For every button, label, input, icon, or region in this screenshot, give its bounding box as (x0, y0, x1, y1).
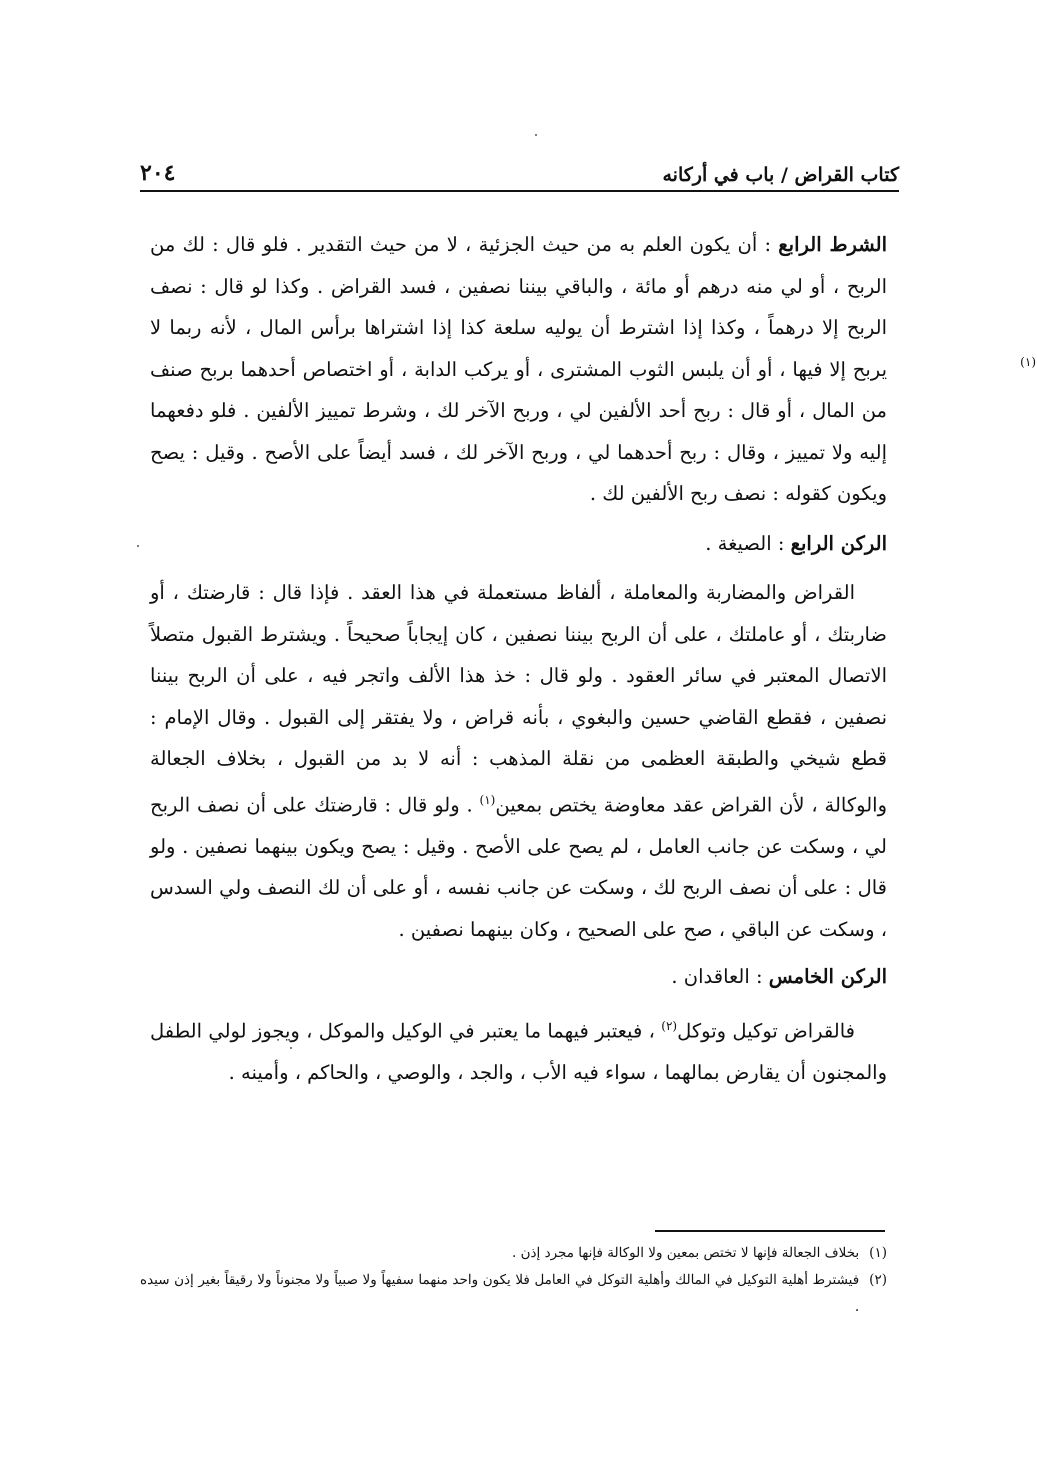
footnote-ref-1[interactable]: (١) (479, 792, 496, 807)
page-number: ٢٠٤ (140, 160, 176, 186)
main-text (150, 224, 887, 1093)
footnote-ref-2[interactable]: (٢) (661, 1018, 678, 1033)
margin-footnote-marker: (١) (1020, 355, 1036, 369)
paragraph-contracting-parties (150, 1006, 887, 1094)
chapter-title: كتاب القراض / باب في أركانه (662, 164, 899, 186)
paragraph-formula (150, 572, 887, 950)
footnote-1 (140, 1240, 887, 1267)
footnotes (140, 1240, 887, 1321)
section-heading-contracting-parties (150, 956, 887, 998)
running-header (140, 150, 899, 192)
footnote-text: فيشترط أهلية التوكيل في المالك وأهلية التوكل في العامل فلا يكون واحد منهما سفيهاً ولا صبياً ولا مجنوناً ولا رقيقاً بغير إذن سيده . (140, 1272, 860, 1315)
paragraph-text: ، فيعتبر فيهما ما يعتبر في الوكيل والموكل ، ويجوز لولي الطفل والمجنون أن يقارض بمالهما ، سواء فيه الأب ، والجد ، والوصي ، والحاكم ، وأمينه . (150, 1019, 887, 1084)
scan-speck (535, 134, 537, 136)
paragraph-lead: الشرط الرابع (778, 233, 887, 256)
scan-speck (290, 1047, 292, 1049)
scan-speck (137, 545, 139, 547)
heading-label: الركن الرابع (790, 531, 887, 555)
paragraph-text: فالقراض توكيل وتوكل (677, 1019, 855, 1042)
footnote-number: (١) (869, 1245, 887, 1261)
footnote-number: (٢) (869, 1272, 887, 1288)
heading-rest: : الصيغة . (705, 531, 791, 555)
footnote-2 (140, 1267, 887, 1321)
paragraph-text: : أن يكون العلم به من حيث الجزئية ، لا من حيث التقدير . فلو قال : لك من الربح ، أو لي منه درهم أو مائة ، والباقي بيننا نصفين ، فسد القراض . وكذا لو قال : نصف الربح إلا درهماً ، وكذا إذا اشترط أن يوليه سلعة كذا إذا اشتراها برأس المال ، لأنه ربما لا يربح إلا فيها ، أو أن يلبس الثوب المشترى ، أو يركب الدابة ، أو اختصاص أحدهما بربح صنف من المال ، أو قال : ربح أحد الألفين لي ، وربح الآخر لك ، وشرط تمييز الألفين . فلو دفعهما إليه ولا تمييز ، وقال : ربح أحدهما لي ، وربح الآخر لك ، فسد أيضاً على الأصح . وقيل : يصح ويكون كقوله : نصف ربح الألفين لك . (150, 233, 887, 505)
paragraph-text: . ولو قال : قارضتك على أن نصف الربح لي ، وسكت عن جانب العامل ، لم يصح على الأصح . وقيل : يصح ويكون بينهما نصفين . ولو قال : على أن نصف الربح لك ، وسكت عن جانب نفسه ، أو على أن لك النصف ولي السدس ، وسكت عن الباقي ، صح على الصحيح ، وكان بينهما نصفين . (150, 793, 887, 941)
footnote-text: بخلاف الجعالة فإنها لا تختص بمعين ولا الوكالة فإنها مجرد إذن . (512, 1245, 860, 1261)
heading-label: الركن الخامس (768, 965, 887, 988)
heading-rest: : العاقدان . (671, 965, 769, 988)
footnote-separator (655, 1230, 885, 1232)
paragraph-text: القراض والمضاربة والمعاملة ، ألفاظ مستعملة في هذا العقد . فإذا قال : قارضتك ، أو ضاربتك ، أو عاملتك ، على أن الربح بيننا نصفين ، كان إيجاباً صحيحاً . ويشترط القبول متصلاً الاتصال المعتبر في سائر العقود . ولو قال : خذ هذا الألف واتجر فيه ، على أن الربح بيننا نصفين ، فقطع القاضي حسين والبغوي ، بأنه قراض ، ولا يفتقر إلى القبول . وقال الإمام : قطع شيخي والطبقة العظمى من نقلة المذهب : أنه لا بد من القبول ، بخلاف الجعالة والوكالة ، لأن القراض عقد معاوضة يختص بمعين (150, 581, 888, 816)
section-heading-formula (150, 523, 887, 565)
paragraph-condition-four (150, 224, 887, 515)
